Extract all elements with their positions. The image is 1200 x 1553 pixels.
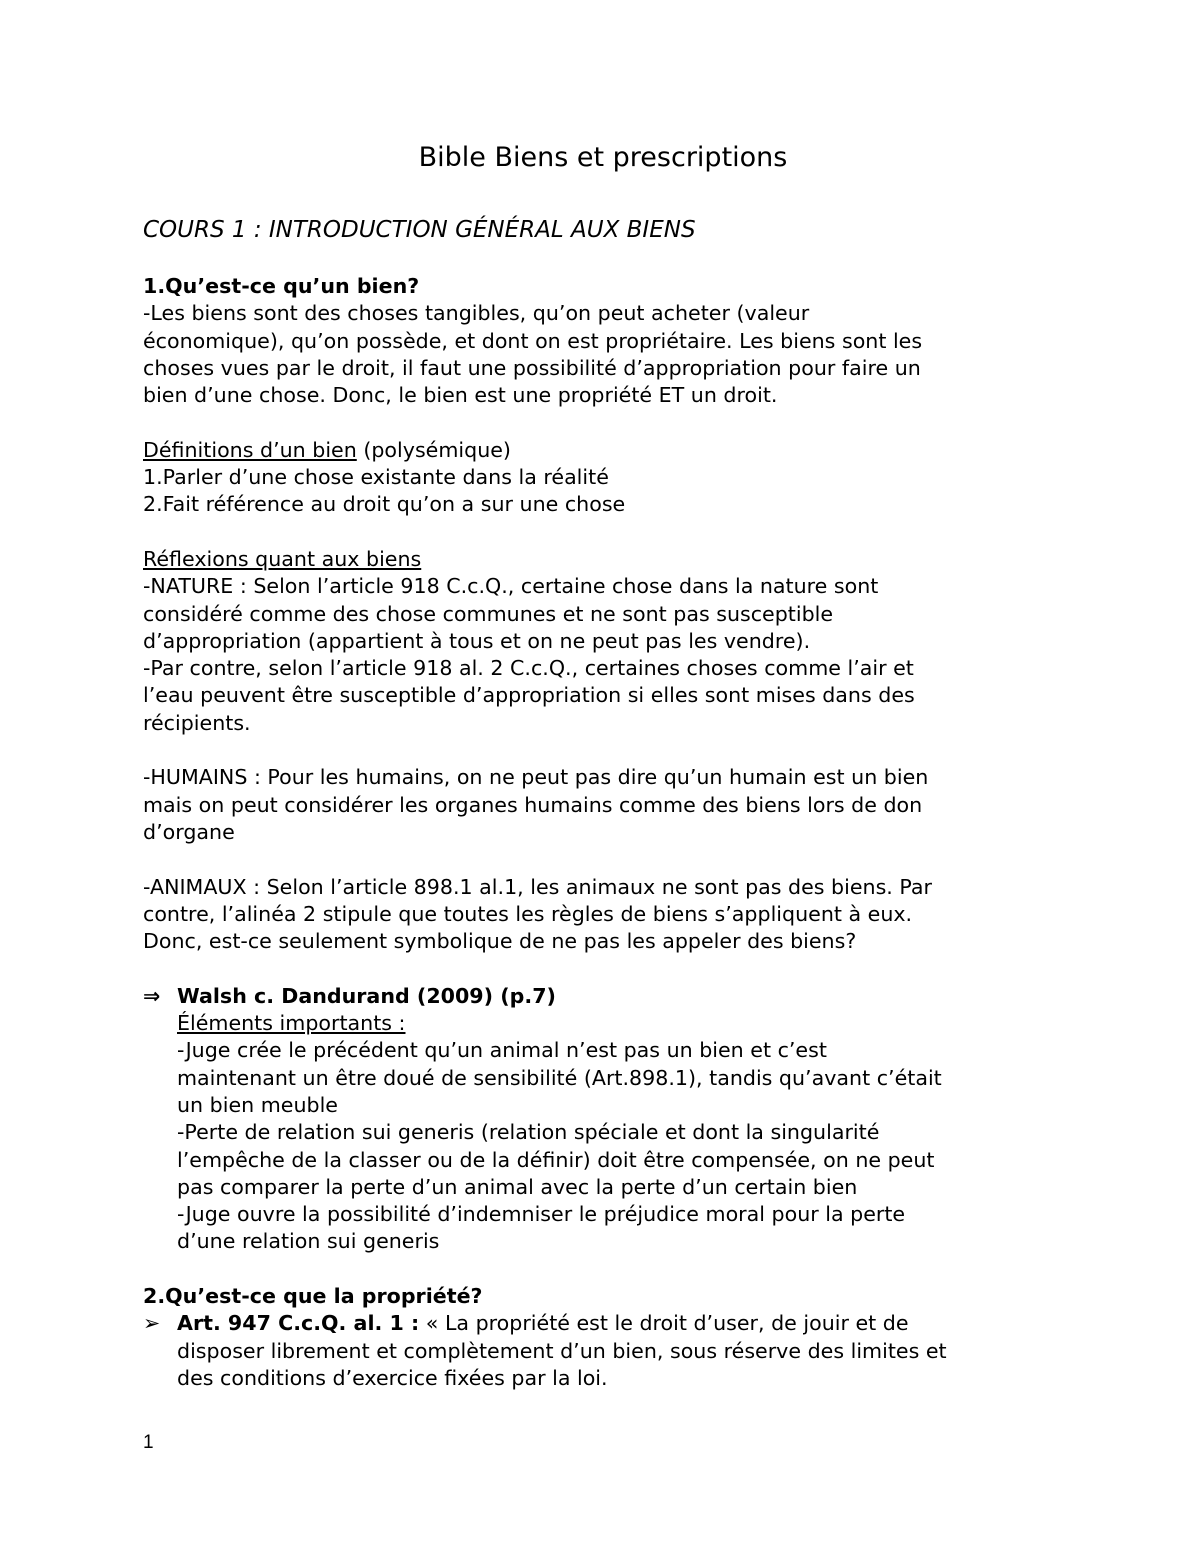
document-body xyxy=(143,273,1063,1392)
article-line: des conditions d’exercice fixées par la loi. xyxy=(177,1365,608,1390)
definitions-heading-rest: (polysémique) xyxy=(356,437,511,462)
body-line: -NATURE : Selon l’article 918 C.c.Q., certaine chose dans la nature sont xyxy=(143,574,879,599)
body-line: choses vues par le droit, il faut une possibilité d’appropriation pour faire un xyxy=(143,355,921,380)
article-line xyxy=(177,1310,1063,1337)
body-line: considéré comme des chose communes et ne sont pas susceptible xyxy=(143,601,834,626)
body-line: Donc, est-ce seulement symbolique de ne pas les appeler des biens? xyxy=(143,929,857,954)
case-line: -Juge ouvre la possibilité d’indemniser le préjudice moral pour la perte xyxy=(177,1202,906,1227)
definition-item: 1.Parler d’une chose existante dans la réalité xyxy=(143,465,609,490)
body-line: l’eau peuvent être susceptible d’appropriation si elles sont mises dans des xyxy=(143,683,915,708)
article-reference: Art. 947 C.c.Q. al. 1 : xyxy=(177,1311,420,1336)
definition-item: 2.Fait référence au droit qu’on a sur une chose xyxy=(143,492,626,517)
case-block xyxy=(143,983,1063,1256)
bullet-arrow-icon: ➢ xyxy=(143,1311,161,1336)
case-line: d’une relation sui generis xyxy=(177,1229,440,1254)
document-title: Bible Biens et prescriptions xyxy=(418,142,788,173)
case-line: -Perte de relation sui generis (relation spéciale et dont la singularité xyxy=(177,1120,880,1145)
body-line: -Les biens sont des choses tangibles, qu’on peut acheter (valeur xyxy=(143,301,810,326)
case-line: -Juge crée le précédent qu’un animal n’est pas un bien et c’est xyxy=(177,1038,827,1063)
case-line: l’empêche de la classer ou de la définir) doit être compensée, on ne peut xyxy=(177,1147,935,1172)
course-heading: COURS 1 : INTRODUCTION GÉNÉRAL AUX BIENS xyxy=(143,217,696,243)
article-block xyxy=(143,1310,1063,1392)
body-line: d’appropriation (appartient à tous et on ne peut pas les vendre). xyxy=(143,628,811,653)
case-line: un bien meuble xyxy=(177,1092,338,1117)
reflexions-heading: Réflexions quant aux biens xyxy=(143,546,422,571)
body-line: contre, l’alinéa 2 stipule que toutes les règles de biens s’appliquent à eux. xyxy=(143,901,913,926)
page-number: 1 xyxy=(143,1432,154,1453)
section2-heading: 2.Qu’est-ce que la propriété? xyxy=(143,1283,483,1308)
body-line: -Par contre, selon l’article 918 al. 2 C.c.Q., certaines choses comme l’air et xyxy=(143,656,914,681)
body-line: économique), qu’on possède, et dont on est propriétaire. Les biens sont les xyxy=(143,328,923,353)
body-line: -HUMAINS : Pour les humains, on ne peut pas dire qu’un humain est un bien xyxy=(143,765,929,790)
article-text: « La propriété est le droit d’user, de jouir et de xyxy=(419,1311,909,1336)
case-title: Walsh c. Dandurand (2009) (p.7) xyxy=(177,983,556,1008)
body-line: récipients. xyxy=(143,710,251,735)
case-subheading: Éléments importants : xyxy=(177,1011,406,1036)
body-line: -ANIMAUX : Selon l’article 898.1 al.1, les animaux ne sont pas des biens. Par xyxy=(143,874,932,899)
definitions-heading xyxy=(143,437,1063,464)
arrow-icon: ⇒ xyxy=(143,983,161,1008)
definitions-heading-underlined: Définitions d’un bien xyxy=(143,437,357,462)
case-line: maintenant un être doué de sensibilité (Art.898.1), tandis qu’avant c’était xyxy=(177,1065,942,1090)
article-line: disposer librement et complètement d’un bien, sous réserve des limites et xyxy=(177,1338,947,1363)
body-line: bien d’une chose. Donc, le bien est une propriété ET un droit. xyxy=(143,383,778,408)
body-line: mais on peut considérer les organes humains comme des biens lors de don xyxy=(143,792,923,817)
body-line: d’organe xyxy=(143,819,235,844)
case-line: pas comparer la perte d’un animal avec la perte d’un certain bien xyxy=(177,1174,858,1199)
section1-heading: 1.Qu’est-ce qu’un bien? xyxy=(143,274,420,298)
